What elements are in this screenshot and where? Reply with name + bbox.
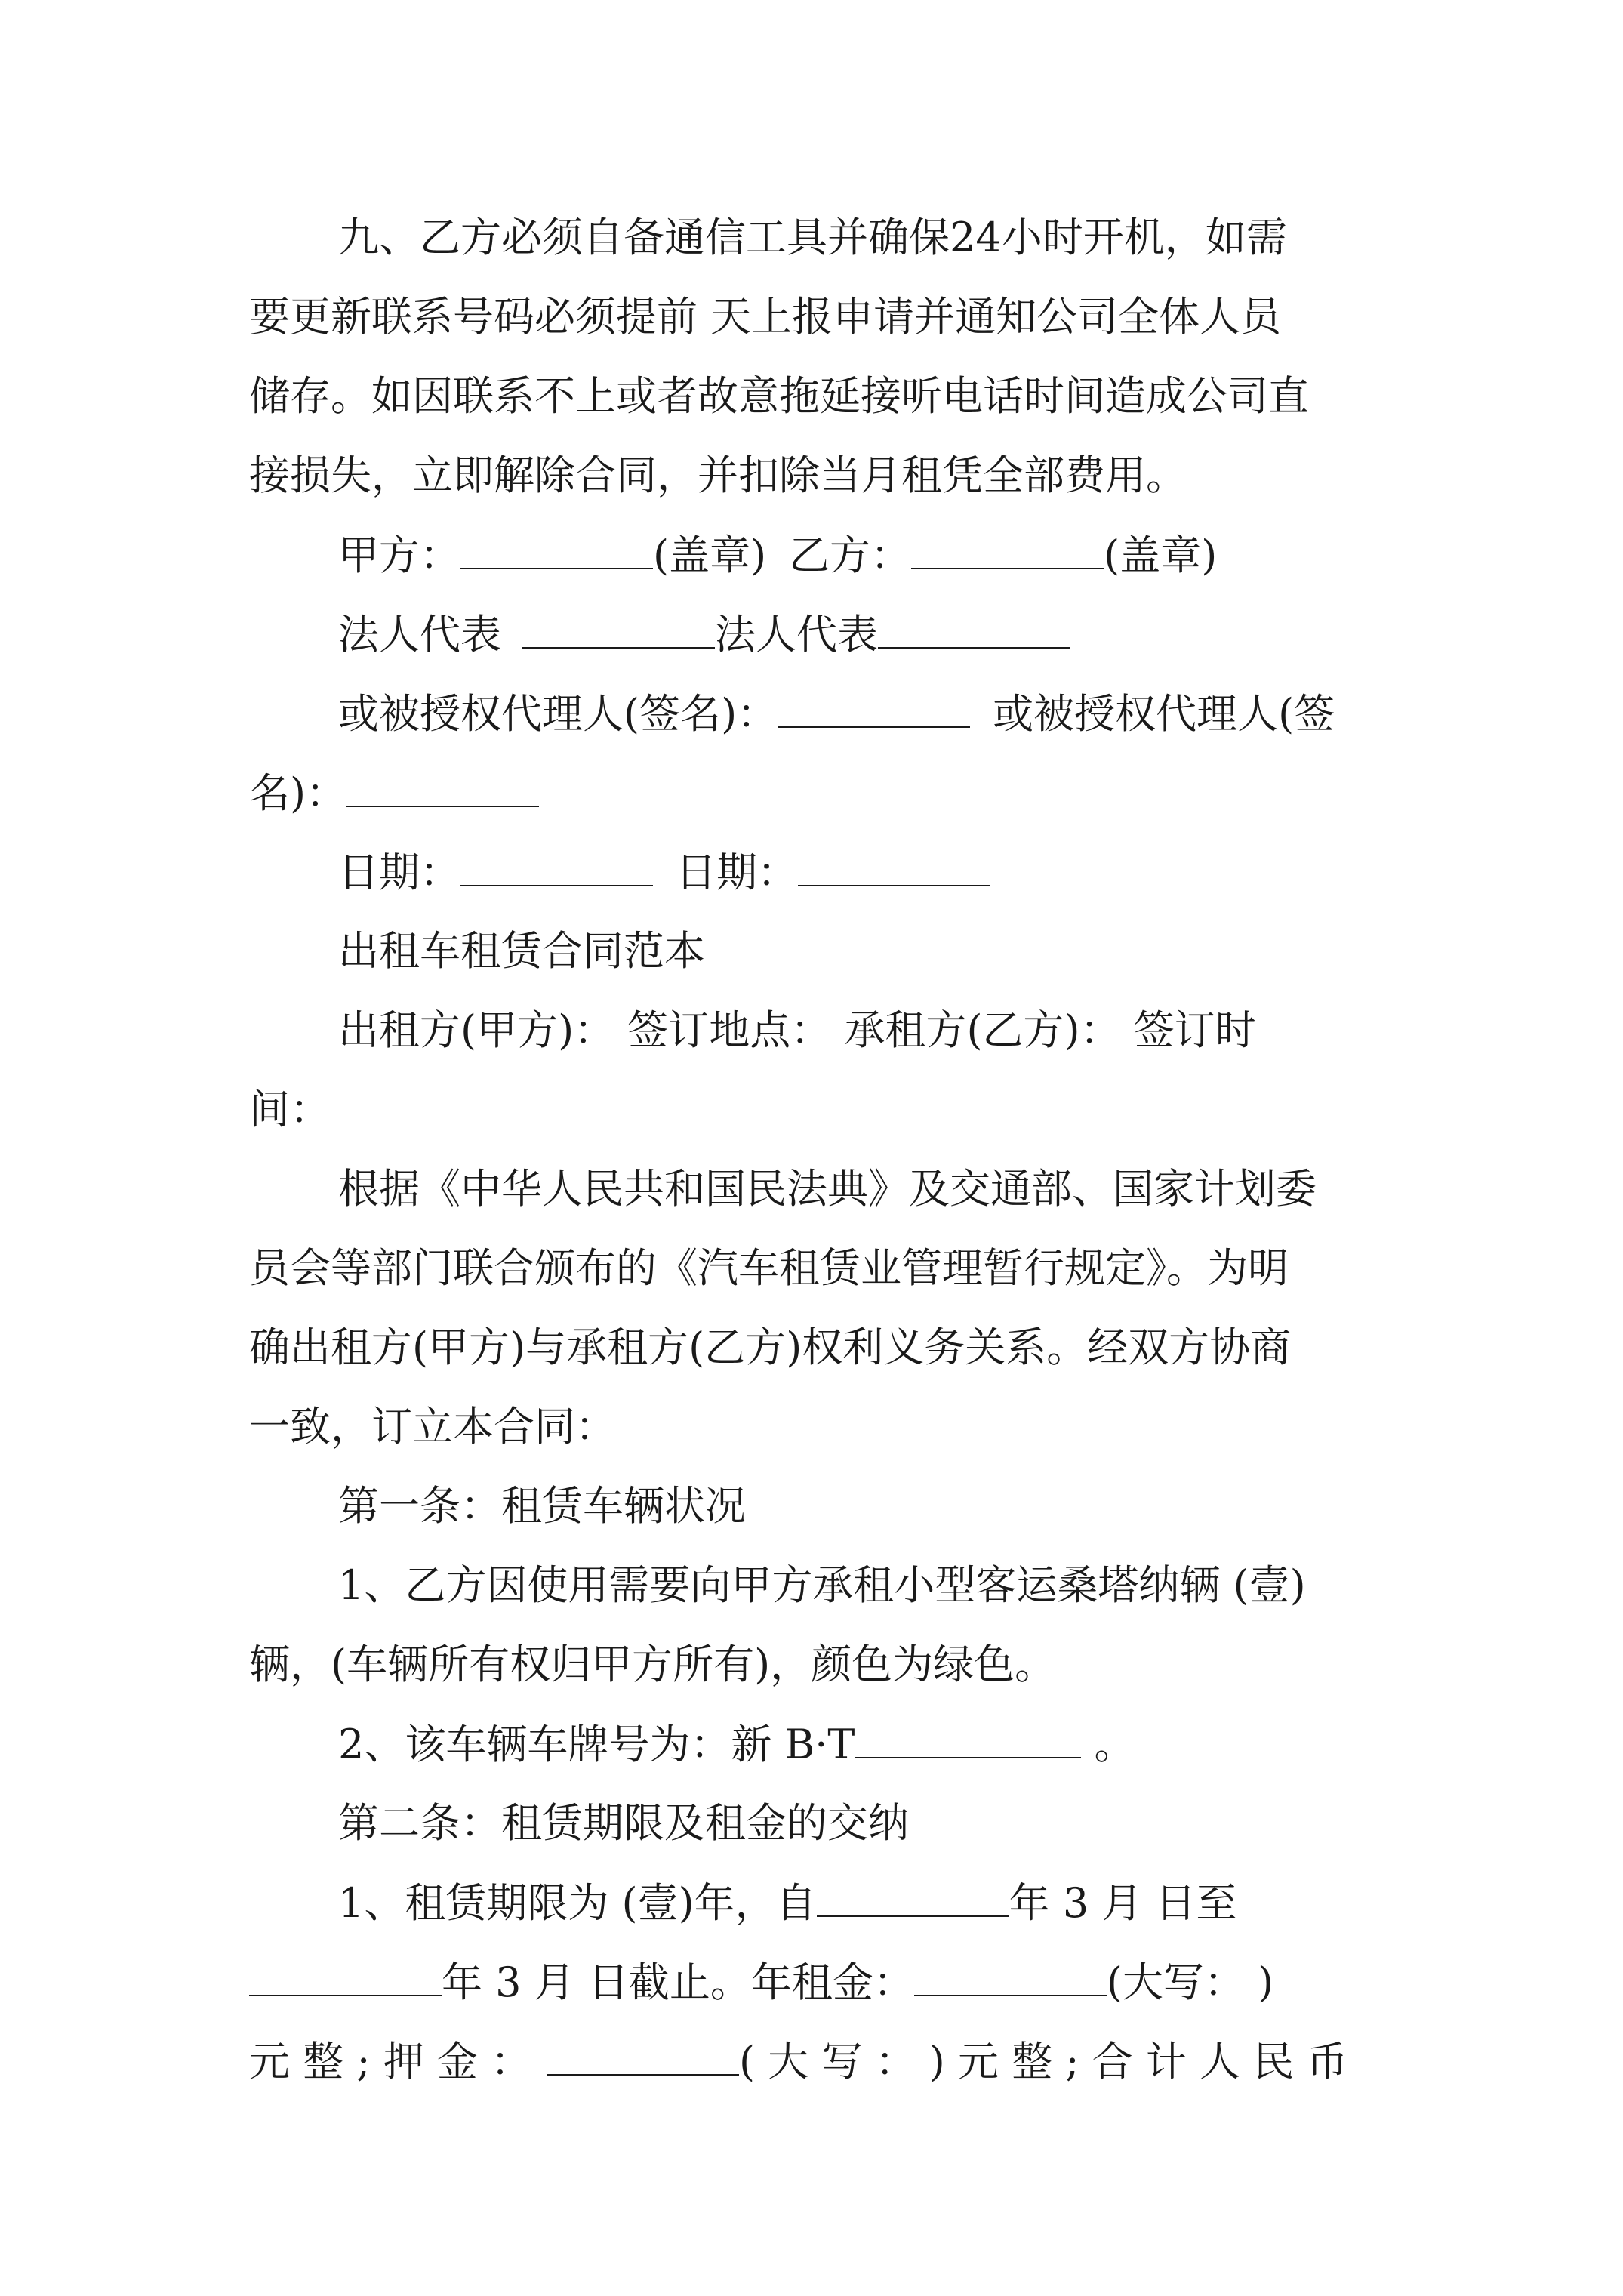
- legal-rep-b-label: 法人代表: [715, 611, 878, 658]
- article-1-item-2: [338, 1718, 1135, 1771]
- deposit-blank: [547, 2035, 739, 2076]
- date-b-blank: [798, 846, 990, 886]
- contract-title: 出租车租赁合同范本: [338, 927, 705, 975]
- plate-suffix: 。: [1081, 1721, 1135, 1768]
- lease-end-year-blank: [249, 1955, 442, 1996]
- lease-end-text: 年 3 月 日截止。年租金：: [442, 1959, 914, 2006]
- lease-term-text: 1、租赁期限为 (壹)年，自: [338, 1879, 817, 1927]
- annual-rent-blank: [914, 1955, 1107, 1996]
- party-b-blank: [911, 529, 1104, 569]
- article-2-line-3: [249, 2035, 1347, 2088]
- article-2-line-1: [338, 1876, 1237, 1929]
- date-a-label: 日期：: [338, 849, 460, 896]
- legal-rep-a-blank: [522, 608, 715, 649]
- annual-rent-capital: (大写： ): [1106, 1959, 1274, 2006]
- lease-start-year-blank: [817, 1876, 1009, 1917]
- plate-blank: [855, 1718, 1081, 1758]
- clause-9-line-2: 要更新联系号码必须提前 天上报申请并通知公司全体人员: [249, 293, 1282, 341]
- article-1-item-1-line-1: 1、乙方因使用需要向甲方承租小型客运桑塔纳辆 (壹): [338, 1561, 1306, 1609]
- clause-9-line-4: 接损失，立即解除合同，并扣除当月租凭全部费用。: [249, 451, 1187, 499]
- party-a-blank: [460, 529, 653, 569]
- signature-party-line: [338, 529, 1217, 581]
- intro-line-2: 员会等部门联合颁布的《汽车租赁业管理暂行规定》。为明: [249, 1244, 1289, 1292]
- parties-header-line-2: 间：: [249, 1086, 331, 1133]
- parties-header-line-1: 出租方(甲方)： 签订地点： 承租方(乙方)： 签订时: [338, 1006, 1256, 1054]
- article-2-heading: 第二条：租赁期限及租金的交纳: [338, 1799, 909, 1847]
- legal-rep-a-label: 法人代表: [338, 611, 501, 658]
- deposit-total-text: ( 大 写 ： ) 元 整 ; 合 计 人 民 币: [739, 2038, 1348, 2085]
- legal-rep-line: [338, 608, 1070, 661]
- date-a-blank: [460, 846, 653, 886]
- lease-start-text: 年 3 月 日至: [1009, 1879, 1237, 1927]
- clause-9-line-3: 储存。如因联系不上或者故意拖延接听电话时间造成公司直: [249, 372, 1309, 420]
- intro-line-4: 一致，订立本合同：: [249, 1403, 616, 1450]
- date-b-label: 日期：: [676, 849, 798, 896]
- agent-a-label: 或被授权代理人(签名)：: [338, 690, 778, 738]
- date-line: [338, 846, 990, 898]
- agent-line-1: [338, 687, 1335, 740]
- article-1-item-1-line-2: 辆，(车辆所有权归甲方所有)，颜色为绿色。: [249, 1641, 1056, 1688]
- agent-b-label-cont: 名)：: [249, 769, 347, 817]
- article-1-heading: 第一条：租赁车辆状况: [338, 1482, 746, 1530]
- party-b-seal: (盖章): [1104, 532, 1218, 579]
- agent-line-2: [249, 766, 539, 819]
- article-2-line-2: [249, 1955, 1273, 2008]
- agent-b-label: 或被授权代理人(签: [993, 690, 1335, 738]
- clause-9-line-1: 九、乙方必须自备通信工具并确保24小时开机，如需: [338, 214, 1287, 261]
- intro-line-3: 确出租方(甲方)与承租方(乙方)权利义务关系。经双方协商: [249, 1324, 1292, 1371]
- plate-label: 2、该车辆车牌号为：新 B·T: [338, 1721, 855, 1768]
- legal-rep-b-blank: [878, 608, 1070, 649]
- party-a-label: 甲方：: [338, 532, 460, 579]
- intro-line-1: 根据《中华人民共和国民法典》及交通部、国家计划委: [338, 1165, 1317, 1213]
- party-a-seal: (盖章): [653, 532, 767, 579]
- agent-b-blank: [346, 766, 539, 807]
- deposit-text: 元 整 ; 押 金 ：: [249, 2038, 532, 2085]
- agent-a-blank: [778, 687, 970, 728]
- party-b-label: 乙方：: [789, 532, 912, 579]
